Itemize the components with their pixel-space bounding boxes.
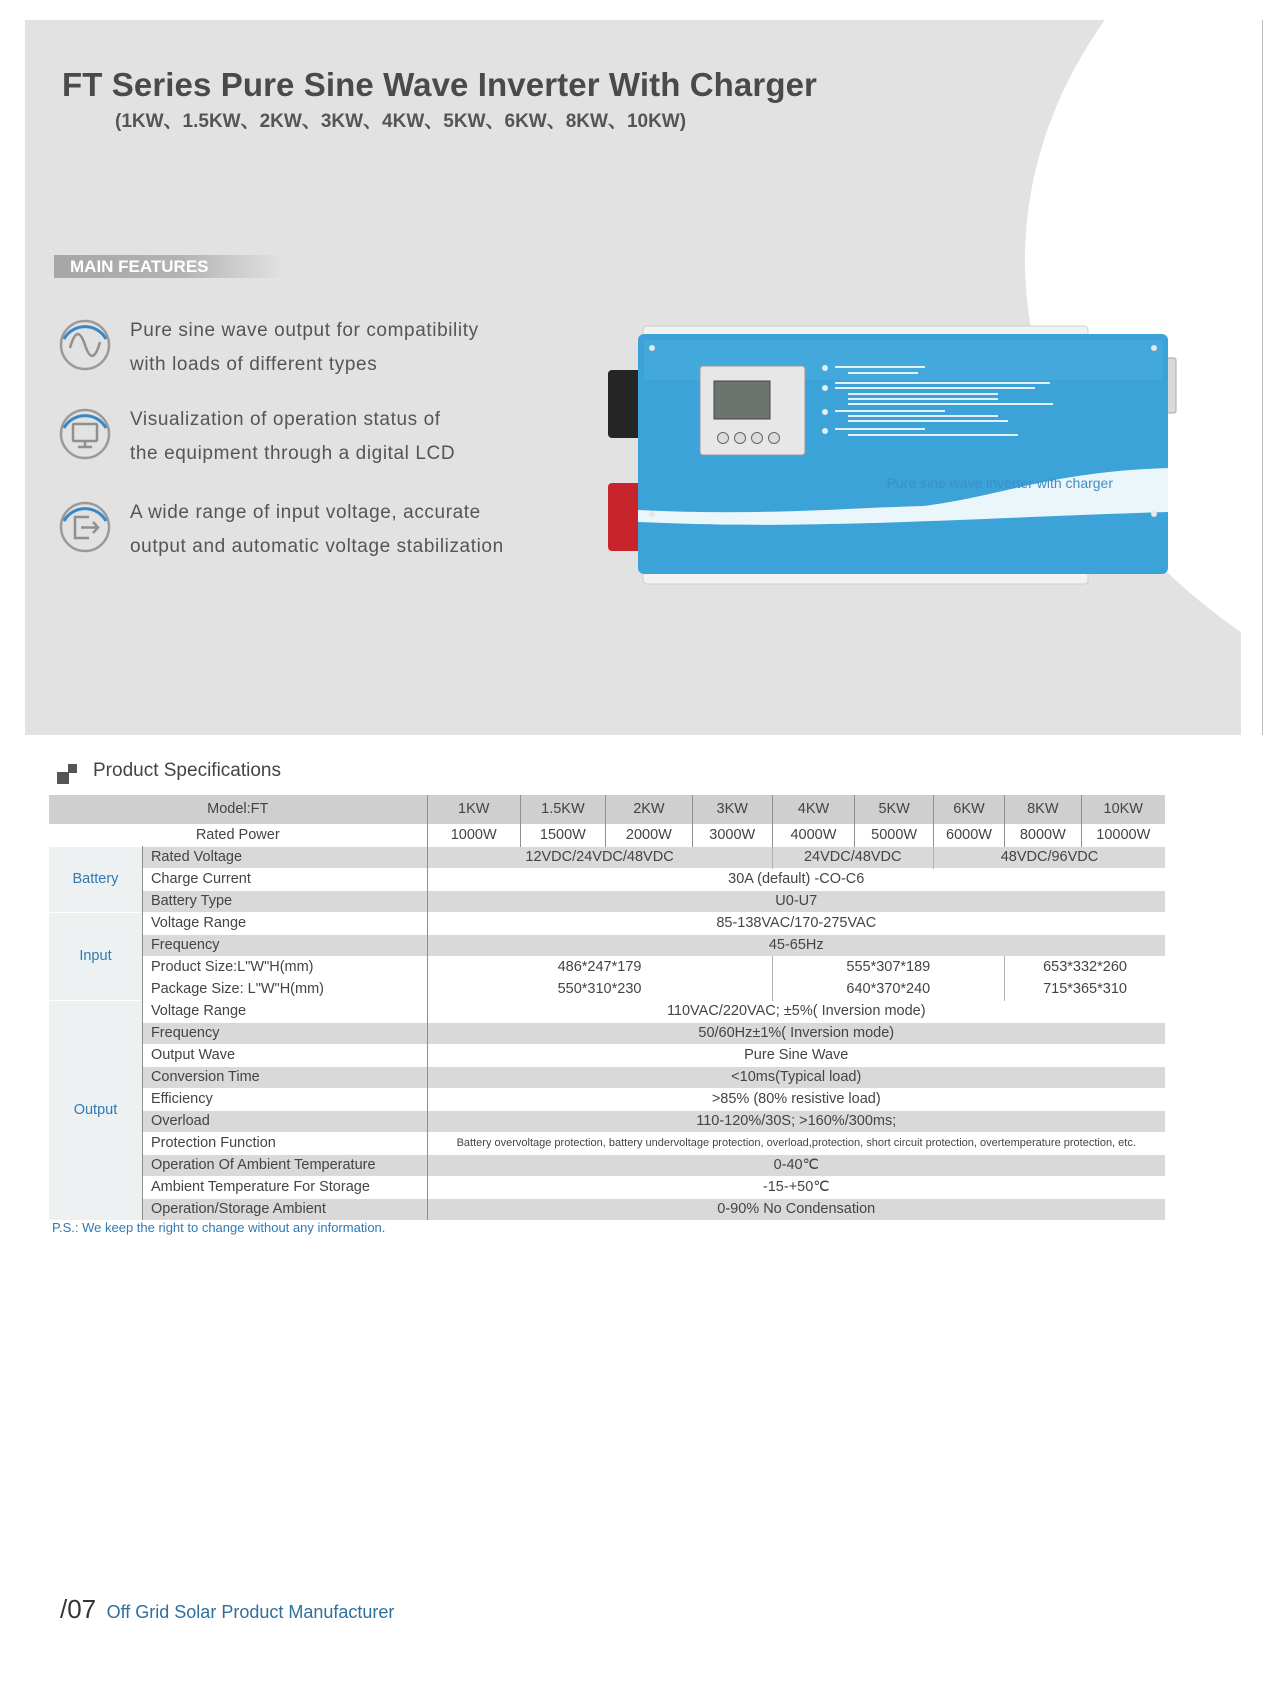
product-size-cell: 486*247*179 <box>427 957 772 979</box>
table-row <box>49 1045 1165 1067</box>
package-size-cell: 715*365*310 <box>1005 979 1165 1001</box>
rated-voltage-cell: 48VDC/96VDC <box>933 847 1165 869</box>
table-row <box>49 913 1165 935</box>
rated-power-cell: 6000W <box>933 825 1004 847</box>
feature-line: Pure sine wave output for compatibility <box>130 320 479 341</box>
table-row <box>49 847 1165 869</box>
table-row <box>49 1111 1165 1133</box>
rated-power-cell: 1500W <box>520 825 605 847</box>
page-number: /07 <box>60 1594 97 1624</box>
section-input: Input <box>49 913 142 1001</box>
row-label: Protection Function <box>142 1133 427 1155</box>
table-row <box>49 1133 1165 1155</box>
ambient-operation-cell: 0-40℃ <box>427 1155 1165 1177</box>
row-label: Voltage Range <box>142 1001 427 1023</box>
footer-text: Off Grid Solar Product Manufacturer <box>106 1602 395 1622</box>
operation-storage-cell: 0-90% No Condensation <box>427 1199 1165 1221</box>
model-cell: 1.5KW <box>520 795 605 825</box>
model-cell: 2KW <box>605 795 692 825</box>
feature-line: the equipment through a digital LCD <box>130 443 456 464</box>
table-row <box>49 891 1165 913</box>
feature-line: output and automatic voltage stabilization <box>130 536 504 557</box>
model-cell: 10KW <box>1081 795 1165 825</box>
table-row <box>49 1155 1165 1177</box>
table-row <box>49 935 1165 957</box>
row-label: Overload <box>142 1111 427 1133</box>
rated-power-cell: 2000W <box>605 825 692 847</box>
row-label: Frequency <box>142 1023 427 1045</box>
feature-text <box>130 496 504 564</box>
main-features-label: MAIN FEATURES <box>70 257 209 276</box>
row-label: Package Size: L"W"H(mm) <box>142 979 427 1001</box>
page-title: FT Series Pure Sine Wave Inverter With Charger <box>62 66 817 103</box>
table-row <box>49 869 1165 891</box>
battery-type-cell: U0-U7 <box>427 891 1165 913</box>
overload-cell: 110-120%/30S; >160%/300ms; <box>427 1111 1165 1133</box>
rated-power-cell: 3000W <box>692 825 772 847</box>
row-label: Efficiency <box>142 1089 427 1111</box>
section-battery: Battery <box>49 847 142 913</box>
package-size-cell: 550*310*230 <box>427 979 772 1001</box>
model-cell: 5KW <box>855 795 934 825</box>
specs-title: Product Specifications <box>93 760 281 781</box>
output-voltage-cell: 110VAC/220VAC; ±5%( Inversion mode) <box>427 1001 1165 1023</box>
row-label: Battery Type <box>142 891 427 913</box>
page-edge-line <box>1262 20 1263 735</box>
row-label: Conversion Time <box>142 1067 427 1089</box>
product-size-cell: 653*332*260 <box>1005 957 1165 979</box>
row-label: Operation Of Ambient Temperature <box>142 1155 427 1177</box>
page-subtitle: (1KW、1.5KW、2KW、3KW、4KW、5KW、6KW、8KW、10KW) <box>115 111 687 132</box>
spec-table <box>49 795 1165 1220</box>
output-frequency-cell: 50/60Hz±1%( Inversion mode) <box>427 1023 1165 1045</box>
specs-heading <box>55 760 355 790</box>
sine-wave-icon <box>58 318 112 372</box>
page-footer <box>60 1594 394 1625</box>
table-row <box>49 825 1165 847</box>
table-row <box>49 1177 1165 1199</box>
section-output: Output <box>49 1001 142 1221</box>
package-size-cell: 640*370*240 <box>772 979 1005 1001</box>
table-row <box>49 795 1165 825</box>
rated-voltage-cell: 24VDC/48VDC <box>772 847 933 869</box>
model-label: Model:FT <box>207 801 269 817</box>
model-cell: 1KW <box>427 795 520 825</box>
table-row <box>49 1001 1165 1023</box>
rated-power-cell: 10000W <box>1081 825 1165 847</box>
protection-cell: Battery overvoltage protection, battery undervoltage protection, overload,protection, short circuit protection, overtemperature protection, etc. <box>427 1133 1165 1155</box>
row-label: Operation/Storage Ambient <box>142 1199 427 1221</box>
row-label: Rated Voltage <box>142 847 427 869</box>
input-arrow-icon <box>58 500 112 554</box>
table-row <box>49 1199 1165 1221</box>
conversion-time-cell: <10ms(Typical load) <box>427 1067 1165 1089</box>
feature-line: A wide range of input voltage, accurate <box>130 502 481 523</box>
efficiency-cell: >85% (80% resistive load) <box>427 1089 1165 1111</box>
specification-icon <box>55 762 79 786</box>
charge-current-cell: 30A (default) -CO-C6 <box>427 869 1165 891</box>
output-wave-cell: Pure Sine Wave <box>427 1045 1165 1067</box>
rated-power-cell: 8000W <box>1005 825 1081 847</box>
model-cell: 6KW <box>933 795 1004 825</box>
rated-power-label: Rated Power <box>195 827 280 843</box>
rated-power-cell: 1000W <box>427 825 520 847</box>
product-size-cell: 555*307*189 <box>772 957 1005 979</box>
monitor-icon <box>58 407 112 461</box>
feature-line: Visualization of operation status of <box>130 409 441 430</box>
main-features-badge <box>54 255 284 278</box>
rated-voltage-cell: 12VDC/24VDC/48VDC <box>427 847 772 869</box>
input-frequency-cell: 45-65Hz <box>427 935 1165 957</box>
input-voltage-cell: 85-138VAC/170-275VAC <box>427 913 1165 935</box>
row-label: Voltage Range <box>142 913 427 935</box>
row-label: Ambient Temperature For Storage <box>142 1177 427 1199</box>
table-row <box>49 1023 1165 1045</box>
rated-power-cell: 4000W <box>772 825 855 847</box>
model-cell: 3KW <box>692 795 772 825</box>
inverter-panel-text: Pure sine wave inverter with charger <box>886 475 1113 491</box>
table-row <box>49 957 1165 979</box>
feature-item <box>58 318 538 398</box>
model-cell: 8KW <box>1005 795 1081 825</box>
feature-text <box>130 314 479 382</box>
feature-item <box>58 500 538 580</box>
table-row <box>49 979 1165 1001</box>
ambient-storage-cell: -15-+50℃ <box>427 1177 1165 1199</box>
row-label: Frequency <box>142 935 427 957</box>
rated-power-cell: 5000W <box>855 825 934 847</box>
row-label: Charge Current <box>142 869 427 891</box>
feature-line: with loads of different types <box>130 354 378 375</box>
feature-text <box>130 403 455 471</box>
inverter-product-image <box>608 320 1178 592</box>
row-label: Product Size:L"W"H(mm) <box>142 957 427 979</box>
feature-item <box>58 407 538 487</box>
disclaimer-note: P.S.: We keep the right to change without any information. <box>52 1220 386 1235</box>
model-cell: 4KW <box>772 795 855 825</box>
table-row <box>49 1067 1165 1089</box>
row-label: Output Wave <box>142 1045 427 1067</box>
table-row <box>49 1089 1165 1111</box>
